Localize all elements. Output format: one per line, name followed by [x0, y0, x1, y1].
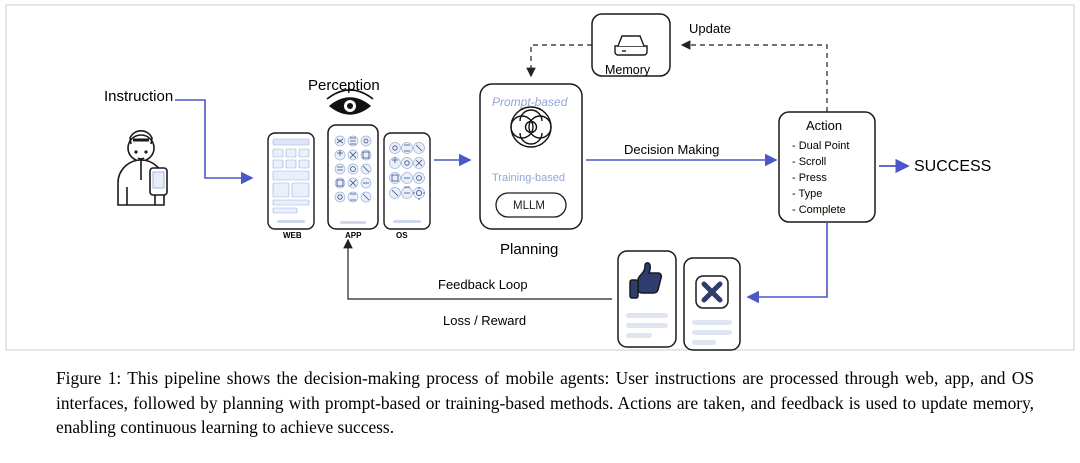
- user-icon: [118, 131, 167, 205]
- action-item: - Press: [792, 172, 827, 184]
- perception-label: Perception: [308, 77, 380, 94]
- arrow-instruction-to-perception: [175, 100, 252, 178]
- feedback-thumbup-phone: [618, 251, 676, 347]
- instruction-label: Instruction: [104, 88, 174, 105]
- device-label-os: OS: [396, 231, 408, 240]
- success-label: SUCCESS: [914, 158, 992, 175]
- mllm-label: MLLM: [513, 200, 545, 212]
- figure-caption-label: Figure 1:: [56, 368, 122, 388]
- action-item: - Complete: [792, 204, 846, 216]
- device-label-app: APP: [345, 231, 362, 240]
- decision-making-label: Decision Making: [624, 142, 720, 157]
- device-os: [384, 133, 430, 229]
- training-based-label: Training-based: [492, 172, 565, 184]
- action-item: - Type: [792, 188, 823, 200]
- prompt-based-label: Prompt-based: [492, 95, 568, 109]
- update-label: Update: [689, 21, 731, 36]
- arrow-action-to-feedback: [748, 222, 827, 297]
- action-item: - Dual Point: [792, 140, 850, 152]
- device-label-web: WEB: [283, 231, 302, 240]
- feedback-loop-label: Feedback Loop: [438, 277, 528, 292]
- planning-label: Planning: [500, 241, 559, 258]
- feedback-fail-phone: [684, 258, 740, 350]
- memory-label: Memory: [605, 63, 651, 77]
- device-web: [268, 133, 314, 229]
- action-title: Action: [806, 118, 843, 133]
- figure-caption-text: This pipeline shows the decision-making process of mobile agents: User instructions are processed through web, app, and OS interfaces, followed by planning with prompt-based or training-based methods. Actions are taken, and feedback is used to update memory, enabling continuous learning to achieve success.: [56, 368, 1034, 438]
- loss-reward-label: Loss / Reward: [443, 313, 527, 328]
- figure-caption: [56, 366, 1034, 440]
- device-app: [328, 125, 378, 229]
- action-item: - Scroll: [792, 156, 827, 168]
